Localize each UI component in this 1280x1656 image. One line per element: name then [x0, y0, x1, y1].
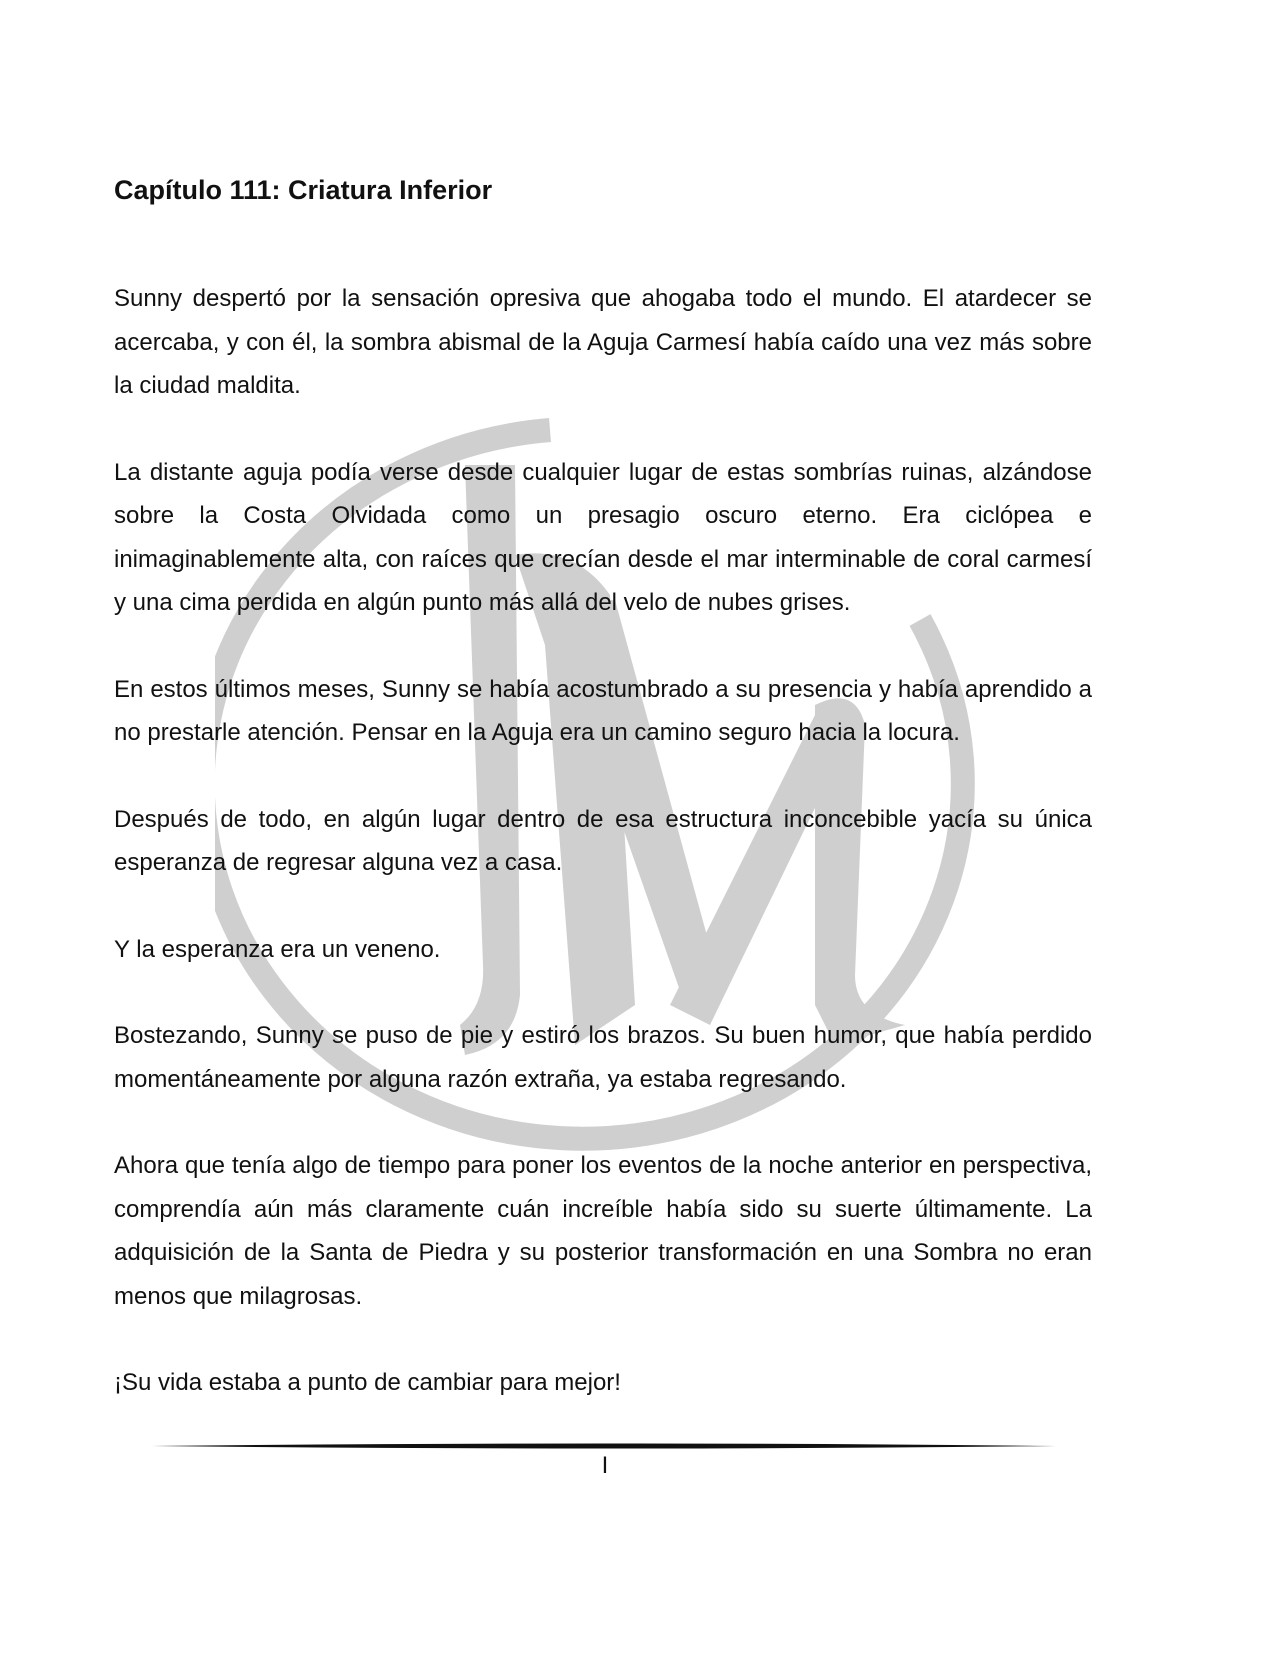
paragraph: Bostezando, Sunny se puso de pie y estiró los brazos. Su buen humor, que había perdido momentáneamente por alguna razón extraña, ya estaba regresando.: [114, 1022, 1092, 1093]
paragraph: Después de todo, en algún lugar dentro de esa estructura inconcebible yacía su única esperanza de regresar alguna vez a casa.: [114, 805, 1092, 876]
paragraph: Ahora que tenía algo de tiempo para poner los eventos de la noche anterior en perspectiva, comprendía aún más claramente cuán increíble había sido su suerte últimamente. La adquisición de la Santa de Piedra y su posterior transformación en una Sombra no eran menos que milagrosas.: [114, 1152, 1092, 1310]
paragraph: La distante aguja podía verse desde cualquier lugar de estas sombrías ruinas, alzándose sobre la Costa Olvidada como un presagio oscuro eterno. Era ciclópea e inimaginablemente alta, con raíces que crecían desde el mar interminable de coral carmesí y una cima perdida en algún punto más allá del velo de nubes grises.: [114, 458, 1092, 616]
paragraph: Sunny despertó por la sensación opresiva que ahogaba todo el mundo. El atardecer se acercaba, y con él, la sombra abismal de la Aguja Carmesí había caído una vez más sobre la ciudad maldita.: [114, 285, 1092, 399]
chapter-body: [114, 277, 1092, 1448]
chapter-title: Capítulo 111: Criatura Inferior: [114, 175, 493, 205]
footer-divider: [152, 1442, 1056, 1450]
paragraph: En estos últimos meses, Sunny se había acostumbrado a su presencia y había aprendido a no prestarle atención. Pensar en la Aguja era un camino seguro hacia la locura.: [114, 675, 1092, 746]
page-number: I: [601, 1452, 609, 1479]
paragraph: ¡Su vida estaba a punto de cambiar para mejor!: [114, 1369, 621, 1396]
paragraph: Y la esperanza era un veneno.: [114, 935, 441, 963]
